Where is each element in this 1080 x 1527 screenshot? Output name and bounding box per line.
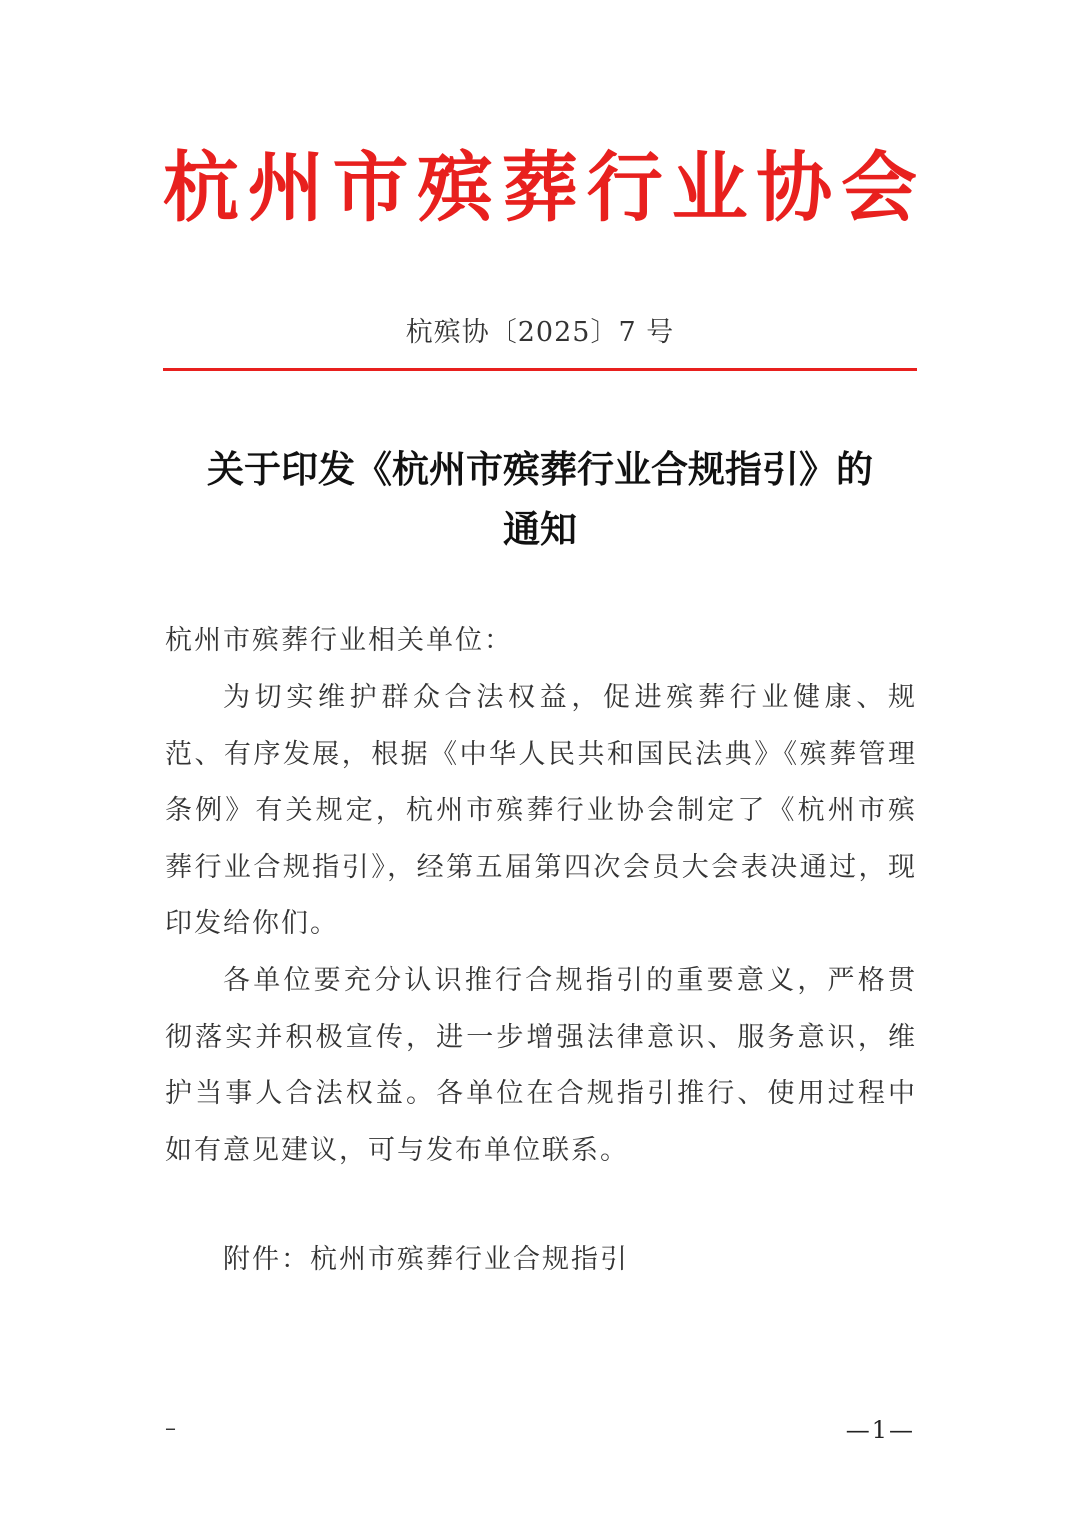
document-title bbox=[150, 440, 930, 560]
footer-left-mark: – bbox=[165, 1416, 176, 1441]
title-line-2: 通知 bbox=[503, 508, 577, 551]
letterhead-char: 葬 bbox=[502, 143, 578, 232]
letterhead-char: 业 bbox=[671, 143, 748, 232]
letterhead-char: 行 bbox=[586, 143, 663, 232]
salutation: 杭州市殡葬行业相关单位： bbox=[165, 625, 513, 656]
letterhead-char: 杭 bbox=[163, 143, 239, 232]
letterhead-char: 会 bbox=[841, 143, 917, 232]
attachment-line: 附件：杭州市殡葬行业合规指引 bbox=[223, 1244, 629, 1275]
title-line-1: 关于印发《杭州市殡葬行业合规指引》的 bbox=[207, 448, 873, 491]
letterhead-char: 市 bbox=[332, 143, 409, 232]
letterhead-char: 殡 bbox=[417, 143, 494, 232]
body-paragraph-1: 为切实维护群众合法权益，促进殡葬行业健康、规范、有序发展，根据《中华人民共和国民法典》《殡葬管理条例》有关规定，杭州市殡葬行业协会制定了《杭州市殡葬行业合规指引》，经第五届第四次会员大会表决通过，现印发给你们。 bbox=[165, 682, 917, 939]
letterhead-org-name bbox=[163, 140, 917, 236]
document-number: 杭殡协〔2025〕7 号 bbox=[405, 317, 675, 348]
page-number: —1— bbox=[845, 1416, 915, 1444]
body-paragraph-2: 各单位要充分认识推行合规指引的重要意义，严格贯彻落实并积极宣传，进一步增强法律意识、服务意识，维护当事人合法权益。各单位在合规指引推行、使用过程中如有意见建议，可与发布单位联系。 bbox=[165, 965, 917, 1166]
letterhead-divider bbox=[163, 368, 917, 371]
letterhead-char: 协 bbox=[756, 143, 833, 232]
letterhead-char: 州 bbox=[247, 143, 324, 232]
